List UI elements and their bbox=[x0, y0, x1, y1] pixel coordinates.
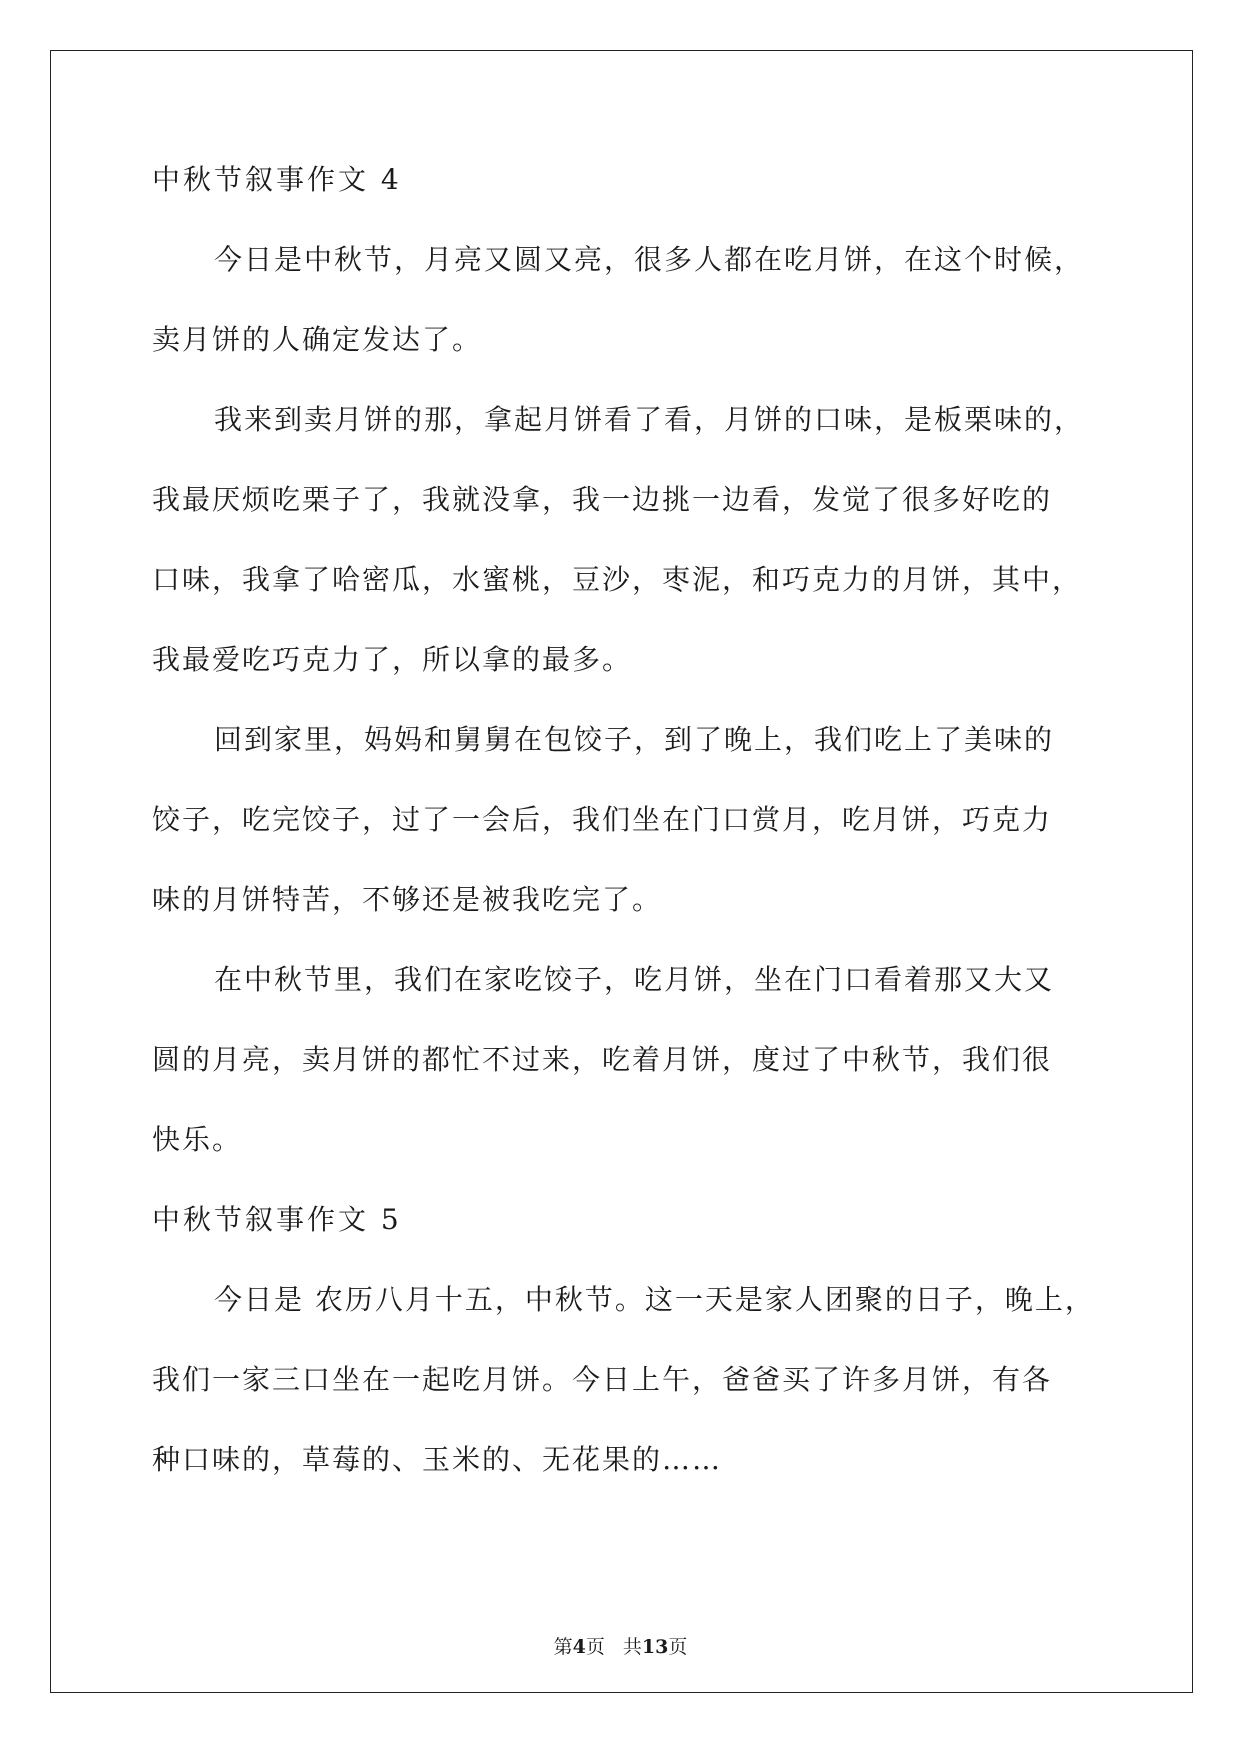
essay-4-paragraph-3-line-1: 回到家里，妈妈和舅舅在包饺子，到了晚上，我们吃上了美味的 bbox=[214, 723, 1055, 756]
total-label-prefix: 共 bbox=[622, 1636, 642, 1658]
essay-5-paragraph-1-line-2: 我们一家三口坐在一起吃月饼。今日上午，爸爸买了许多月饼，有各 bbox=[152, 1363, 1053, 1396]
essay-5-title: 中秋节叙事作文 5 bbox=[152, 1203, 402, 1236]
essay-4-paragraph-4-line-1: 在中秋节里，我们在家吃饺子，吃月饼，坐在门口看着那又大又 bbox=[214, 963, 1055, 996]
essay-4-paragraph-1-line-1: 今日是中秋节，月亮又圆又亮，很多人都在吃月饼，在这个时候， bbox=[214, 243, 1085, 276]
essay-4-paragraph-2-line-4: 我最爱吃巧克力了，所以拿的最多。 bbox=[152, 643, 633, 676]
essay-5-paragraph-1-line-1: 今日是 农历八月十五，中秋节。这一天是家人团聚的日子，晚上， bbox=[214, 1283, 1095, 1316]
total-label-suffix: 页 bbox=[668, 1636, 688, 1658]
essay-4-paragraph-3-line-3: 味的月饼特苦，不够还是被我吃完了。 bbox=[152, 883, 663, 916]
essay-4-paragraph-2-line-2: 我最厌烦吃栗子了，我就没拿，我一边挑一边看，发觉了很多好吃的 bbox=[152, 483, 1053, 516]
page-label-suffix: 页 bbox=[585, 1636, 605, 1658]
essay-5-paragraph-1-line-3: 种口味的，草莓的、玉米的、无花果的…… bbox=[152, 1443, 723, 1476]
current-page-number: 4 bbox=[572, 1636, 586, 1658]
essay-4-paragraph-3-line-2: 饺子，吃完饺子，过了一会后，我们坐在门口赏月，吃月饼，巧克力 bbox=[152, 803, 1053, 836]
essay-4-paragraph-4-line-3: 快乐。 bbox=[152, 1123, 243, 1156]
essay-4-title: 中秋节叙事作文 4 bbox=[152, 163, 402, 196]
document-body bbox=[152, 162, 1095, 1522]
essay-4-paragraph-1-line-2: 卖月饼的人确定发达了。 bbox=[152, 323, 483, 356]
page-footer bbox=[0, 1632, 1241, 1659]
total-page-count: 13 bbox=[641, 1636, 669, 1658]
essay-4-paragraph-4-line-2: 圆的月亮，卖月饼的都忙不过来，吃着月饼，度过了中秋节，我们很 bbox=[152, 1043, 1053, 1076]
essay-4-paragraph-2-line-1: 我来到卖月饼的那，拿起月饼看了看，月饼的口味，是板栗味的， bbox=[214, 403, 1085, 436]
essay-4-paragraph-2-line-3: 口味，我拿了哈密瓜，水蜜桃，豆沙，枣泥，和巧克力的月饼，其中， bbox=[152, 563, 1083, 596]
page-label-prefix: 第 bbox=[553, 1636, 573, 1658]
